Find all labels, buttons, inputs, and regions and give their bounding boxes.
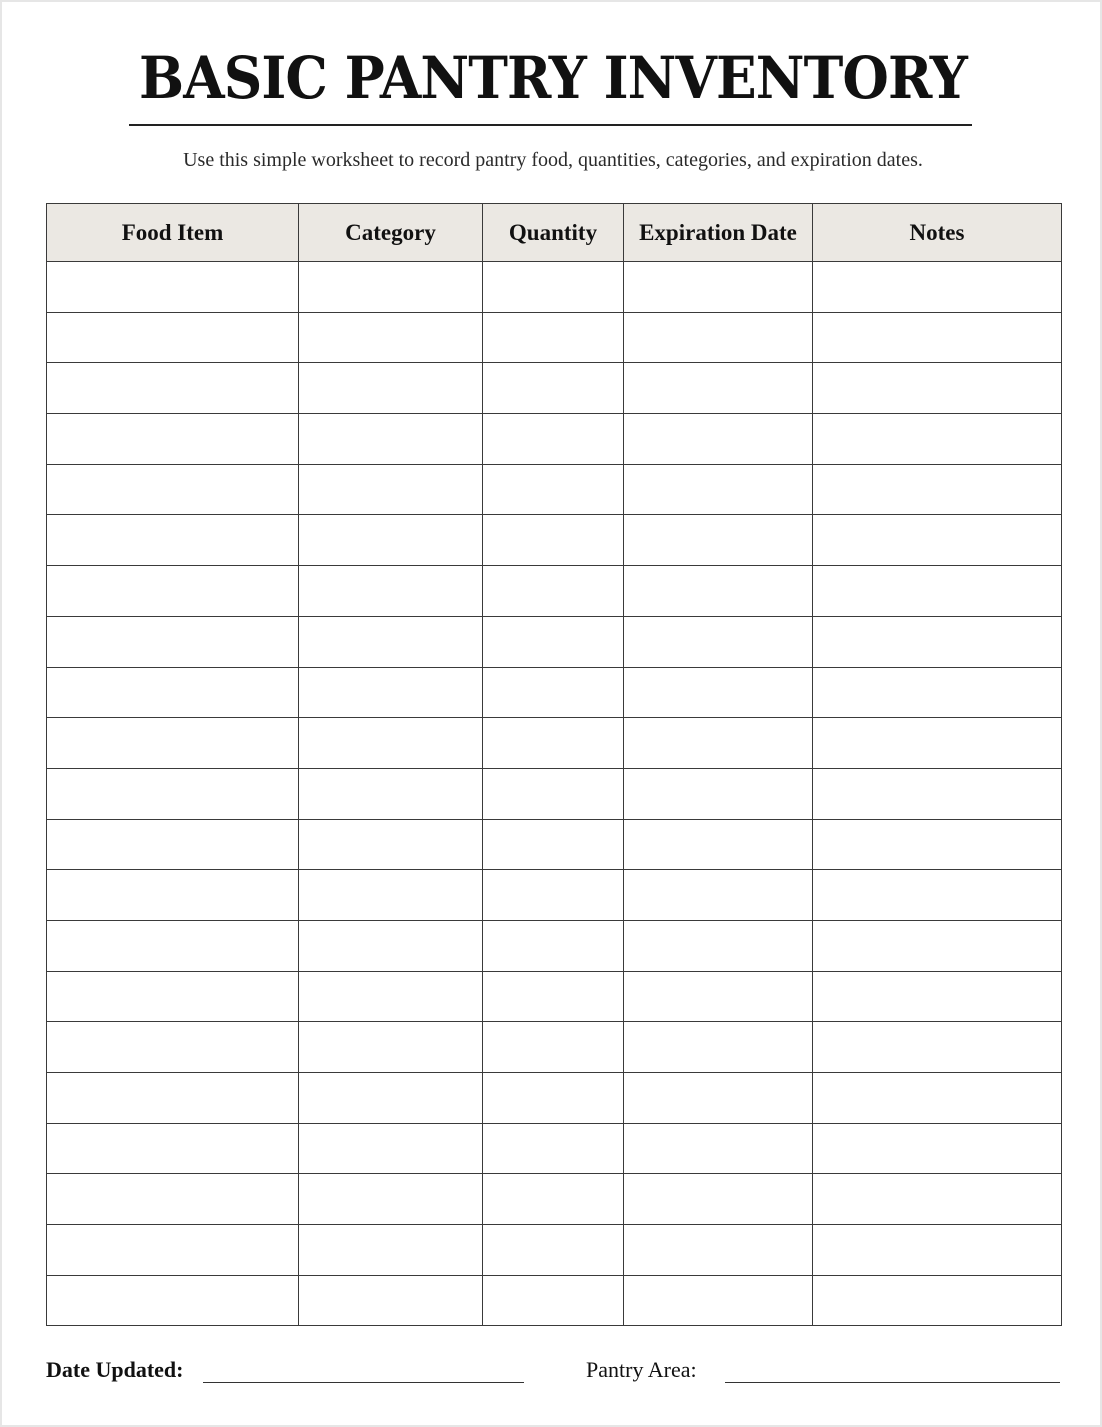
cell-food-item[interactable]: [47, 819, 299, 870]
cell-expiration-date[interactable]: [624, 768, 813, 819]
cell-category[interactable]: [299, 1073, 483, 1124]
cell-quantity[interactable]: [483, 312, 624, 363]
title-divider: [129, 124, 972, 126]
cell-expiration-date[interactable]: [624, 464, 813, 515]
cell-quantity[interactable]: [483, 870, 624, 921]
table-header-row: [47, 204, 1062, 262]
cell-category[interactable]: [299, 515, 483, 566]
cell-quantity[interactable]: [483, 768, 624, 819]
date-updated-field[interactable]: [203, 1382, 524, 1383]
cell-quantity[interactable]: [483, 515, 624, 566]
cell-notes[interactable]: [813, 414, 1062, 465]
cell-category[interactable]: [299, 616, 483, 667]
cell-expiration-date[interactable]: [624, 1275, 813, 1326]
column-header-quantity: Quantity: [483, 204, 624, 262]
cell-notes[interactable]: [813, 312, 1062, 363]
cell-expiration-date[interactable]: [624, 363, 813, 414]
cell-notes[interactable]: [813, 262, 1062, 313]
cell-quantity[interactable]: [483, 262, 624, 313]
date-updated-label: Date Updated:: [46, 1357, 184, 1382]
cell-notes[interactable]: [813, 1123, 1062, 1174]
cell-quantity[interactable]: [483, 363, 624, 414]
column-header-food-item: Food Item: [47, 204, 299, 262]
cell-food-item[interactable]: [47, 971, 299, 1022]
cell-category[interactable]: [299, 667, 483, 718]
cell-category[interactable]: [299, 768, 483, 819]
table-row: [47, 870, 1062, 921]
cell-expiration-date[interactable]: [624, 616, 813, 667]
cell-category[interactable]: [299, 819, 483, 870]
cell-food-item[interactable]: [47, 768, 299, 819]
cell-expiration-date[interactable]: [624, 515, 813, 566]
cell-notes[interactable]: [813, 1022, 1062, 1073]
cell-notes[interactable]: [813, 920, 1062, 971]
cell-expiration-date[interactable]: [624, 1073, 813, 1124]
cell-food-item[interactable]: [47, 566, 299, 617]
cell-expiration-date[interactable]: [624, 920, 813, 971]
cell-quantity[interactable]: [483, 1123, 624, 1174]
cell-quantity[interactable]: [483, 1073, 624, 1124]
cell-notes[interactable]: [813, 667, 1062, 718]
cell-quantity[interactable]: [483, 1022, 624, 1073]
table-row: [47, 1275, 1062, 1326]
table-row: [47, 819, 1062, 870]
pantry-area-label: Pantry Area:: [586, 1357, 697, 1382]
cell-food-item[interactable]: [47, 870, 299, 921]
cell-food-item[interactable]: [47, 312, 299, 363]
cell-expiration-date[interactable]: [624, 718, 813, 769]
table-row: [47, 920, 1062, 971]
column-header-notes: Notes: [813, 204, 1062, 262]
cell-quantity[interactable]: [483, 667, 624, 718]
table-row: [47, 971, 1062, 1022]
cell-notes[interactable]: [813, 768, 1062, 819]
cell-food-item[interactable]: [47, 363, 299, 414]
table-row: [47, 515, 1062, 566]
table-row: [47, 616, 1062, 667]
cell-food-item[interactable]: [47, 414, 299, 465]
cell-category[interactable]: [299, 1275, 483, 1326]
cell-notes[interactable]: [813, 1073, 1062, 1124]
table-row: [47, 667, 1062, 718]
cell-notes[interactable]: [813, 1225, 1062, 1276]
cell-notes[interactable]: [813, 718, 1062, 769]
cell-quantity[interactable]: [483, 971, 624, 1022]
table-row: [47, 414, 1062, 465]
cell-category[interactable]: [299, 1123, 483, 1174]
cell-expiration-date[interactable]: [624, 870, 813, 921]
cell-expiration-date[interactable]: [624, 312, 813, 363]
cell-quantity[interactable]: [483, 464, 624, 515]
cell-food-item[interactable]: [47, 718, 299, 769]
cell-quantity[interactable]: [483, 1174, 624, 1225]
cell-expiration-date[interactable]: [624, 1174, 813, 1225]
cell-food-item[interactable]: [47, 1275, 299, 1326]
cell-notes[interactable]: [813, 566, 1062, 617]
cell-expiration-date[interactable]: [624, 1022, 813, 1073]
cell-expiration-date[interactable]: [624, 1225, 813, 1276]
cell-category[interactable]: [299, 1022, 483, 1073]
cell-category[interactable]: [299, 312, 483, 363]
cell-notes[interactable]: [813, 515, 1062, 566]
cell-category[interactable]: [299, 870, 483, 921]
table-row: [47, 718, 1062, 769]
inventory-table: [46, 203, 1062, 1326]
cell-category[interactable]: [299, 1174, 483, 1225]
cell-food-item[interactable]: [47, 1123, 299, 1174]
cell-notes[interactable]: [813, 819, 1062, 870]
cell-quantity[interactable]: [483, 414, 624, 465]
cell-category[interactable]: [299, 363, 483, 414]
cell-notes[interactable]: [813, 464, 1062, 515]
cell-expiration-date[interactable]: [624, 414, 813, 465]
cell-food-item[interactable]: [47, 262, 299, 313]
table-row: [47, 1174, 1062, 1225]
table-row: [47, 464, 1062, 515]
cell-food-item[interactable]: [47, 667, 299, 718]
cell-notes[interactable]: [813, 870, 1062, 921]
cell-food-item[interactable]: [47, 1073, 299, 1124]
table-row: [47, 566, 1062, 617]
cell-quantity[interactable]: [483, 718, 624, 769]
table-row: [47, 363, 1062, 414]
cell-food-item[interactable]: [47, 1225, 299, 1276]
cell-food-item[interactable]: [47, 616, 299, 667]
table-row: [47, 312, 1062, 363]
cell-notes[interactable]: [813, 363, 1062, 414]
cell-food-item[interactable]: [47, 464, 299, 515]
cell-notes[interactable]: [813, 1174, 1062, 1225]
cell-expiration-date[interactable]: [624, 819, 813, 870]
cell-category[interactable]: [299, 464, 483, 515]
cell-quantity[interactable]: [483, 920, 624, 971]
table-row: [47, 1225, 1062, 1276]
table-row: [47, 1123, 1062, 1174]
cell-notes[interactable]: [813, 1275, 1062, 1326]
cell-food-item[interactable]: [47, 1174, 299, 1225]
cell-expiration-date[interactable]: [624, 262, 813, 313]
cell-quantity[interactable]: [483, 616, 624, 667]
cell-category[interactable]: [299, 971, 483, 1022]
table-row: [47, 262, 1062, 313]
cell-food-item[interactable]: [47, 515, 299, 566]
cell-category[interactable]: [299, 566, 483, 617]
cell-expiration-date[interactable]: [624, 1123, 813, 1174]
cell-expiration-date[interactable]: [624, 667, 813, 718]
table-row: [47, 1073, 1062, 1124]
cell-quantity[interactable]: [483, 1275, 624, 1326]
cell-quantity[interactable]: [483, 1225, 624, 1276]
cell-quantity[interactable]: [483, 566, 624, 617]
page-subtitle: Use this simple worksheet to record pantry food, quantities, categories, and expiration dates.: [183, 149, 923, 171]
cell-notes[interactable]: [813, 616, 1062, 667]
cell-expiration-date[interactable]: [624, 971, 813, 1022]
cell-category[interactable]: [299, 414, 483, 465]
cell-category[interactable]: [299, 262, 483, 313]
page-title: BASIC PANTRY INVENTORY: [139, 44, 967, 112]
cell-quantity[interactable]: [483, 819, 624, 870]
table-row: [47, 768, 1062, 819]
cell-category[interactable]: [299, 718, 483, 769]
cell-food-item[interactable]: [47, 1022, 299, 1073]
cell-category[interactable]: [299, 1225, 483, 1276]
table-body: [47, 262, 1062, 1326]
cell-category[interactable]: [299, 920, 483, 971]
column-header-expiration-date: Expiration Date: [624, 204, 813, 262]
cell-expiration-date[interactable]: [624, 566, 813, 617]
table-row: [47, 1022, 1062, 1073]
cell-food-item[interactable]: [47, 920, 299, 971]
column-header-category: Category: [299, 204, 483, 262]
pantry-area-field[interactable]: [725, 1382, 1060, 1383]
cell-notes[interactable]: [813, 971, 1062, 1022]
